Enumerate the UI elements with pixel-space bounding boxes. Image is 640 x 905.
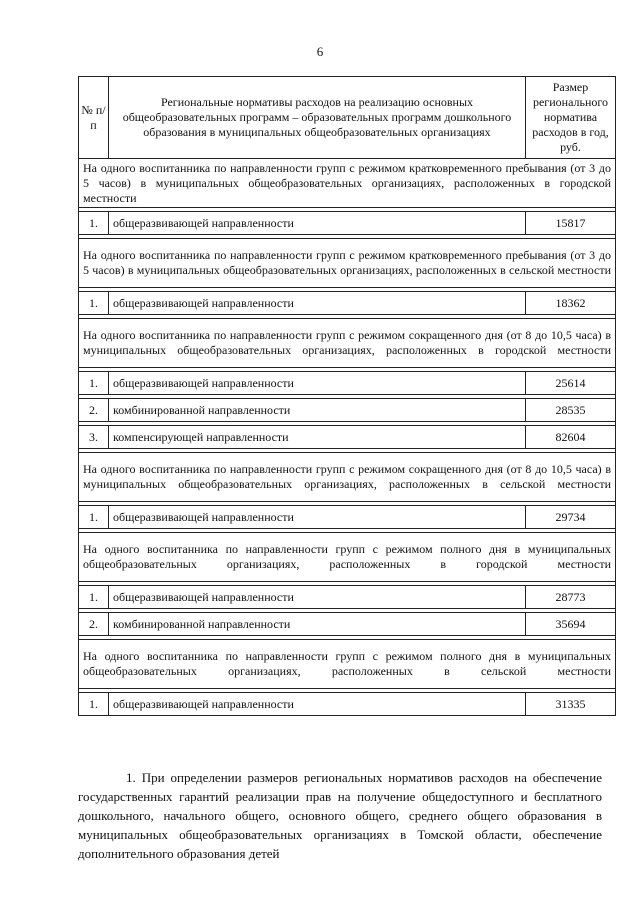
row-name: общеразвивающей направленности xyxy=(109,292,526,315)
section-title: На одного воспитанника по направленности групп с режимом сокращенного дня (от 8 до 10,5 часа) в муниципальных общеобразовательных организациях, расположенных в городской местности xyxy=(79,319,616,368)
row-value: 25614 xyxy=(526,372,616,395)
row-name: общеразвивающей направленности xyxy=(109,212,526,235)
row-number: 1. xyxy=(79,693,109,716)
table-row xyxy=(79,613,616,636)
table-row xyxy=(79,426,616,449)
row-number: 1. xyxy=(79,292,109,315)
section-title: На одного воспитанника по направленности групп с режимом сокращенного дня (от 8 до 10,5 часа) в муниципальных общеобразовательных организациях, расположенных в сельской местности xyxy=(79,453,616,502)
row-name: комбинированной направленности xyxy=(109,399,526,422)
section-row xyxy=(79,239,616,288)
row-name: общеразвивающей направленности xyxy=(109,506,526,529)
section-row xyxy=(79,640,616,689)
row-name: компенсирующей направленности xyxy=(109,426,526,449)
section-row xyxy=(79,533,616,582)
table-body xyxy=(79,159,616,716)
table-row xyxy=(79,399,616,422)
row-number: 1. xyxy=(79,372,109,395)
row-name: общеразвивающей направленности xyxy=(109,586,526,609)
section-row xyxy=(79,319,616,368)
row-value: 15817 xyxy=(526,212,616,235)
row-value: 35694 xyxy=(526,613,616,636)
row-value: 28773 xyxy=(526,586,616,609)
page-number: 6 xyxy=(316,44,324,59)
row-number: 1. xyxy=(79,586,109,609)
section-title: На одного воспитанника по направленности групп с режимом полного дня в муниципальных общеобразовательных организациях, расположенных в городской местности xyxy=(79,533,616,582)
header-rate: Размер регионального норматива расходов в год, руб. xyxy=(526,77,616,159)
row-number: 1. xyxy=(79,212,109,235)
table-row xyxy=(79,212,616,235)
section-title: На одного воспитанника по направленности групп с режимом кратковременного пребывания (от 3 до 5 часов) в муниципальных общеобразовательных организациях, расположенных в городской местности xyxy=(79,159,616,208)
row-value: 18362 xyxy=(526,292,616,315)
section-row xyxy=(79,453,616,502)
section-title: На одного воспитанника по направленности групп с режимом кратковременного пребывания (от 3 до 5 часов) в муниципальных общеобразовательных организациях, расположенных в сельской местности xyxy=(79,239,616,288)
row-number: 3. xyxy=(79,426,109,449)
row-number: 1. xyxy=(79,506,109,529)
row-number: 2. xyxy=(79,399,109,422)
row-name: общеразвивающей направленности xyxy=(109,693,526,716)
row-name: общеразвивающей направленности xyxy=(109,372,526,395)
section-row xyxy=(79,159,616,208)
table-row xyxy=(79,586,616,609)
row-name: комбинированной направленности xyxy=(109,613,526,636)
paragraph-text: 1. При определении размеров региональных нормативов расходов на обеспечение государственных гарантий реализации прав на получение общедоступного и бесплатного дошкольного, начального общего, основного общего, среднего общего образования в муниципальных общеобразовательных организациях в Томской области, обеспечение дополнительного образования детей xyxy=(78,770,602,861)
table-row xyxy=(79,372,616,395)
table-header-row xyxy=(79,77,616,159)
paragraph xyxy=(78,768,602,863)
header-number: № п/п xyxy=(79,77,109,159)
header-name: Региональные нормативы расходов на реализацию основных общеобразовательных программ – образовательных программ дошкольного образования в муниципальных общеобразовательных организациях xyxy=(109,77,526,159)
row-value: 82604 xyxy=(526,426,616,449)
norms-table xyxy=(78,76,616,716)
table-row xyxy=(79,693,616,716)
row-number: 2. xyxy=(79,613,109,636)
row-value: 31335 xyxy=(526,693,616,716)
row-value: 29734 xyxy=(526,506,616,529)
section-title: На одного воспитанника по направленности групп с режимом полного дня в муниципальных общеобразовательных организациях, расположенных в сельской местности xyxy=(79,640,616,689)
table-row xyxy=(79,506,616,529)
row-value: 28535 xyxy=(526,399,616,422)
table-row xyxy=(79,292,616,315)
